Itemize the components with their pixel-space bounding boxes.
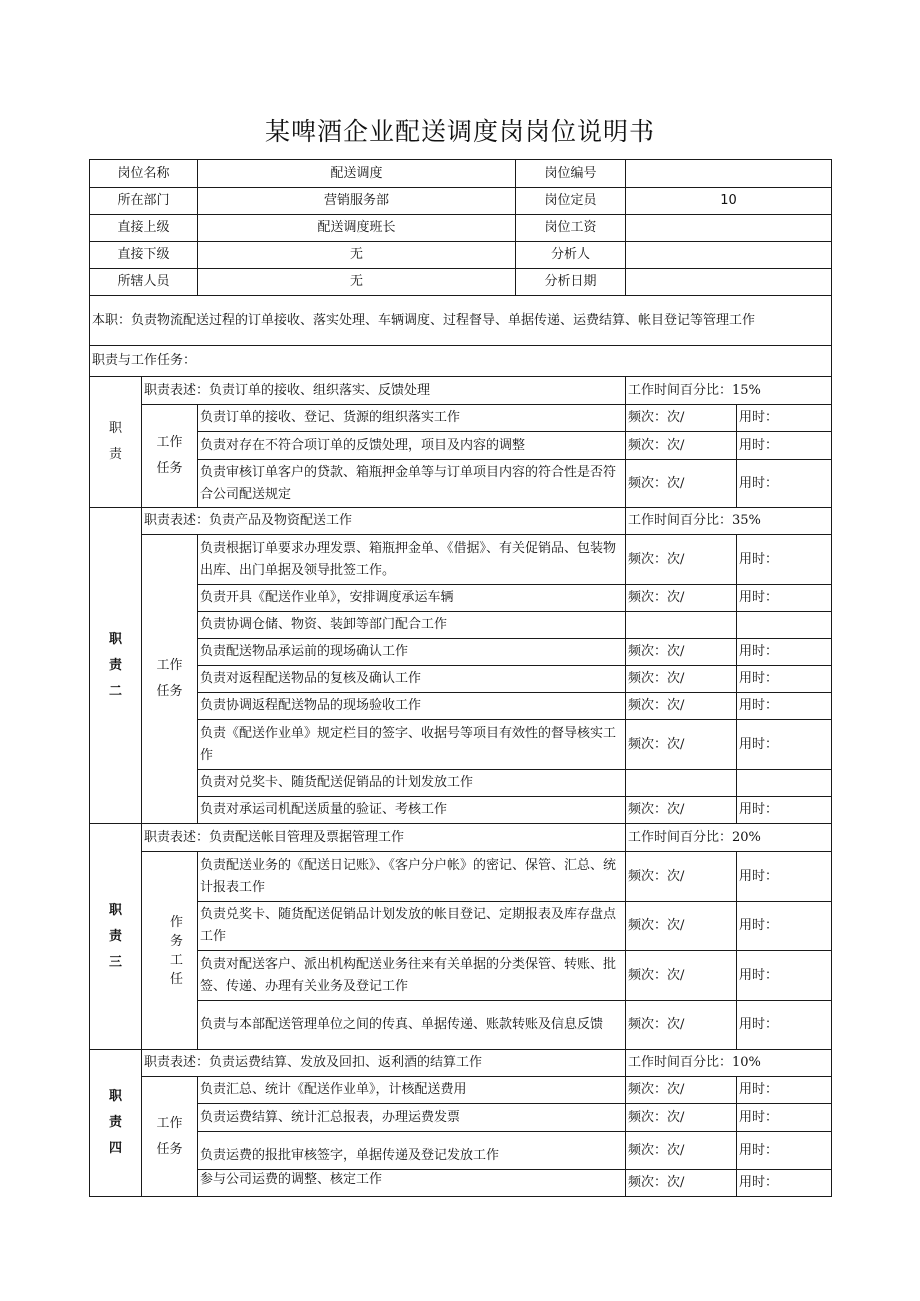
info-value: 无 [198, 269, 516, 296]
info-row [90, 215, 832, 242]
info-value: 营销服务部 [198, 188, 516, 215]
task-label: 工作 任务 [142, 1077, 198, 1197]
task-time: 用时： [737, 460, 832, 508]
info-label: 岗位工资 [516, 215, 626, 242]
task-text: 负责配送业务的《配送日记账》、《客户分户帐》的密记、保管、汇总、统计报表工作 [198, 852, 626, 902]
info-value: 配送调度 [198, 160, 516, 188]
task-text: 负责订单的接收、登记、货源的组织落实工作 [198, 405, 626, 432]
task-label: 工作 任务 [142, 405, 198, 508]
task-time: 用时： [737, 666, 832, 693]
task-time: 用时： [737, 902, 832, 951]
task-frequency: 频次：次/ [626, 1001, 737, 1050]
task-frequency: 频次：次/ [626, 1104, 737, 1132]
duty-label: 职 责 三 [90, 824, 142, 1050]
info-label: 直接下级 [90, 242, 198, 269]
task-time: 用时： [737, 693, 832, 720]
task-time: 用时： [737, 639, 832, 666]
duty-percent: 工作时间百分比：10% [626, 1050, 832, 1077]
task-row [90, 535, 832, 585]
info-label: 岗位名称 [90, 160, 198, 188]
summary-cell [90, 296, 832, 346]
duty-label: 职 责 [90, 377, 142, 508]
task-text: 负责与本部配送管理单位之间的传真、单据传递、账款转账及信息反馈 [198, 1001, 626, 1050]
task-frequency [626, 612, 737, 639]
task-frequency: 频次：次/ [626, 852, 737, 902]
task-frequency: 频次：次/ [626, 1077, 737, 1104]
info-label: 所在部门 [90, 188, 198, 215]
task-text: 负责兑奖卡、随货配送促销品计划发放的帐目登记、定期报表及库存盘点工作 [198, 902, 626, 951]
task-row [90, 852, 832, 902]
info-value: 配送调度班长 [198, 215, 516, 242]
info-row [90, 242, 832, 269]
task-row [90, 720, 832, 770]
info-label: 分析日期 [516, 269, 626, 296]
task-frequency: 频次：次/ [626, 585, 737, 612]
task-row [90, 1104, 832, 1132]
info-value [626, 269, 832, 296]
duties-heading: 职责与工作任务： [90, 346, 832, 377]
task-text: 参与公司运费的调整、核定工作 [198, 1170, 626, 1197]
page-title: 某啤酒企业配送调度岗岗位说明书 [264, 117, 655, 146]
duty-statement-row [90, 508, 832, 535]
task-text: 负责协调返程配送物品的现场验收工作 [198, 693, 626, 720]
task-frequency: 频次：次/ [626, 432, 737, 460]
duty-statement: 职责表述：负责订单的接收、组织落实、反馈处理 [142, 377, 626, 405]
task-frequency: 频次：次/ [626, 797, 737, 824]
task-text: 负责对承运司机配送质量的验证、考核工作 [198, 797, 626, 824]
task-time: 用时： [737, 535, 832, 585]
task-frequency: 频次：次/ [626, 951, 737, 1001]
duty-percent: 工作时间百分比：15% [626, 377, 832, 405]
task-frequency: 频次：次/ [626, 720, 737, 770]
task-text: 负责对兑奖卡、随货配送促销品的计划发放工作 [198, 770, 626, 797]
task-row [90, 902, 832, 951]
task-frequency: 频次：次/ [626, 405, 737, 432]
duty-statement: 职责表述：负责配送帐目管理及票据管理工作 [142, 824, 626, 852]
task-text: 负责运费的报批审核签字，单据传递及登记发放工作 [198, 1132, 626, 1170]
task-time: 用时： [737, 1170, 832, 1197]
task-row [90, 460, 832, 508]
task-time: 用时： [737, 1104, 832, 1132]
info-value [626, 215, 832, 242]
task-time: 用时： [737, 585, 832, 612]
summary-row [90, 296, 832, 346]
task-row [90, 405, 832, 432]
task-row [90, 639, 832, 666]
job-description-table [89, 159, 832, 1197]
task-frequency [626, 770, 737, 797]
task-row [90, 1132, 832, 1170]
info-value [626, 160, 832, 188]
task-frequency: 频次：次/ [626, 460, 737, 508]
summary-text: 负责物流配送过程的订单接收、落实处理、车辆调度、过程督导、单据传递、运费结算、帐目登记等管理工作 [131, 312, 756, 328]
task-time: 用时： [737, 1077, 832, 1104]
task-time: 用时： [737, 852, 832, 902]
task-frequency: 频次：次/ [626, 693, 737, 720]
task-time: 用时： [737, 1132, 832, 1170]
task-time: 用时： [737, 720, 832, 770]
task-label: 工作 任务 [142, 535, 198, 824]
duty-label: 职 责 四 [90, 1050, 142, 1197]
info-label: 所辖人员 [90, 269, 198, 296]
task-frequency: 频次：次/ [626, 902, 737, 951]
task-row [90, 1170, 832, 1197]
duty-statement-row [90, 377, 832, 405]
task-text: 负责开具《配送作业单》，安排调度承运车辆 [198, 585, 626, 612]
info-label: 直接上级 [90, 215, 198, 242]
task-label: 作 务 工 任 [142, 852, 198, 1050]
task-text: 负责对配送客户、派出机构配送业务往来有关单据的分类保管、转账、批签、传递、办理有关业务及登记工作 [198, 951, 626, 1001]
task-frequency: 频次：次/ [626, 666, 737, 693]
info-value: 无 [198, 242, 516, 269]
task-text: 负责对存在不符合项订单的反馈处理，项目及内容的调整 [198, 432, 626, 460]
task-row [90, 612, 832, 639]
task-row [90, 951, 832, 1001]
duty-statement: 职责表述：负责产品及物资配送工作 [142, 508, 626, 535]
summary-label: 本职： [92, 312, 132, 328]
task-time [737, 770, 832, 797]
task-row [90, 432, 832, 460]
duty-statement-row [90, 1050, 832, 1077]
task-text: 负责协调仓储、物资、装卸等部门配合工作 [198, 612, 626, 639]
task-time: 用时： [737, 951, 832, 1001]
task-row [90, 797, 832, 824]
task-time: 用时： [737, 405, 832, 432]
task-text: 负责根据订单要求办理发票、箱瓶押金单、《借据》、有关促销品、包装物出库、出门单据及领导批签工作。 [198, 535, 626, 585]
task-row [90, 666, 832, 693]
task-text: 负责汇总、统计《配送作业单》，计核配送费用 [198, 1077, 626, 1104]
task-time [737, 612, 832, 639]
task-time: 用时： [737, 797, 832, 824]
task-row [90, 585, 832, 612]
task-time: 用时： [737, 432, 832, 460]
info-label: 分析人 [516, 242, 626, 269]
duty-percent: 工作时间百分比：20% [626, 824, 832, 852]
task-text: 负责对返程配送物品的复核及确认工作 [198, 666, 626, 693]
task-row [90, 770, 832, 797]
duty-percent: 工作时间百分比：35% [626, 508, 832, 535]
duty-label: 职 责 二 [90, 508, 142, 824]
info-value [626, 242, 832, 269]
info-row [90, 188, 832, 215]
task-row [90, 1077, 832, 1104]
task-frequency: 频次：次/ [626, 639, 737, 666]
info-row [90, 269, 832, 296]
info-label: 岗位定员 [516, 188, 626, 215]
task-text: 负责审核订单客户的贷款、箱瓶押金单等与订单项目内容的符合性是否符合公司配送规定 [198, 460, 626, 508]
task-text: 负责《配送作业单》规定栏目的签字、收据号等项目有效性的督导核实工作 [198, 720, 626, 770]
info-row [90, 160, 832, 188]
info-value: 10 [626, 188, 832, 215]
duty-statement: 职责表述：负责运费结算、发放及回扣、返利酒的结算工作 [142, 1050, 626, 1077]
task-frequency: 频次：次/ [626, 1170, 737, 1197]
task-text: 负责配送物品承运前的现场确认工作 [198, 639, 626, 666]
task-frequency: 频次：次/ [626, 535, 737, 585]
info-label: 岗位编号 [516, 160, 626, 188]
task-text: 负责运费结算、统计汇总报表，办理运费发票 [198, 1104, 626, 1132]
duties-heading-row [90, 346, 832, 377]
task-time: 用时： [737, 1001, 832, 1050]
duty-statement-row [90, 824, 832, 852]
task-frequency: 频次：次/ [626, 1132, 737, 1170]
task-row [90, 693, 832, 720]
task-row [90, 1001, 832, 1050]
